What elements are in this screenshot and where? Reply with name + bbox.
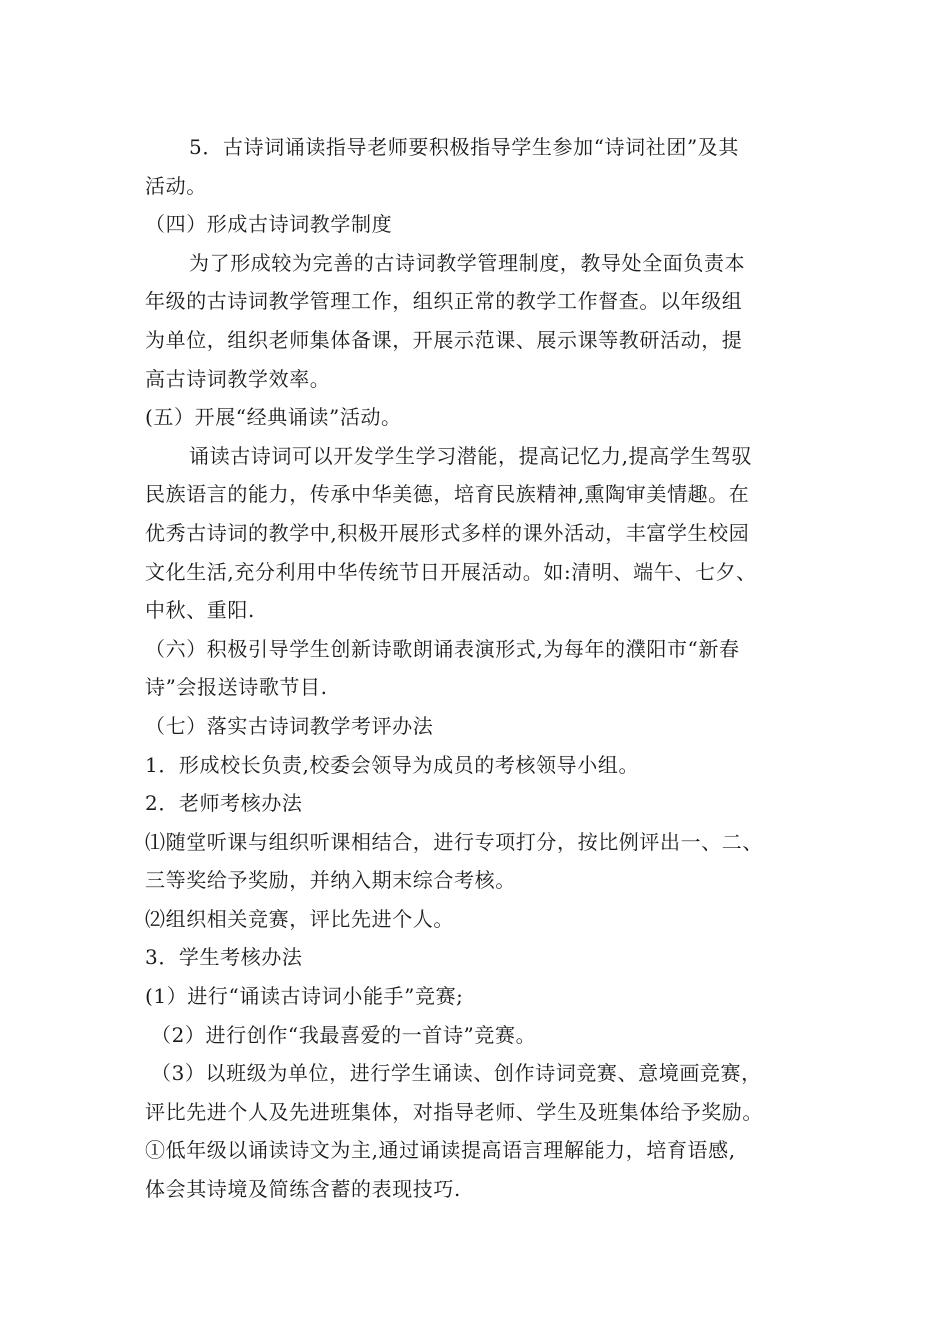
paragraph-line: 文化生活,充分利用中华传统节日开展活动。如:清明、端午、七夕、 [145, 559, 757, 584]
paragraph-line: 年级的古诗词教学管理工作，组织正常的教学工作督查。以年级组 [145, 289, 743, 314]
list-item: （2）进行创作“我最喜爱的一首诗”竞赛。 [151, 1022, 537, 1047]
paragraph-line: 中秋、重阳. [145, 598, 255, 623]
section-heading: (五）开展“经典诵读”活动。 [145, 405, 402, 430]
paragraph-line: 为了形成较为完善的古诗词教学管理制度，教导处全面负责本 [189, 250, 746, 275]
paragraph-line: 活动。 [145, 173, 207, 198]
list-item: 3．学生考核办法 [145, 945, 303, 970]
paragraph-line: 高古诗词教学效率。 [145, 366, 331, 391]
paragraph-line: 5．古诗词诵读指导老师要积极指导学生参加“诗词社团”及其 [189, 135, 739, 159]
paragraph-line: 评比先进个人及先进班集体，对指导老师、学生及班集体给予奖励。 [145, 1099, 763, 1124]
section-heading: （六）积极引导学生创新诗歌朗诵表演形式,为每年的濮阳市“新春 [145, 636, 740, 661]
paragraph-line: 优秀古诗词的教学中,积极开展形式多样的课外活动，丰富学生校园 [145, 520, 750, 545]
paragraph-line: 民族语言的能力，传承中华美德，培育民族精神,熏陶审美情趣。在 [145, 482, 750, 507]
list-item: ⑵组织相关竞赛，评比先进个人。 [145, 906, 454, 931]
list-item: 2．老师考核办法 [145, 791, 303, 816]
list-item: （3）以班级为单位，进行学生诵读、创作诗词竞赛、意境画竞赛， [151, 1061, 762, 1086]
list-item: ⑴随堂听课与组织听课相结合，进行专项打分，按比例评出一、二、 [145, 829, 763, 854]
document-body [145, 128, 820, 1209]
paragraph-line: 诵读古诗词可以开发学生学习潜能，提高记忆力,提高学生驾驭 [189, 443, 753, 468]
list-item: ①低年级以诵读诗文为主,通过诵读提高语言理解能力，培育语感, [145, 1138, 736, 1163]
paragraph-line: 三等奖给予奖励，并纳入期末综合考核。 [145, 868, 516, 893]
paragraph-line: 体会其诗境及简练含蓄的表现技巧. [145, 1177, 461, 1202]
paragraph-line: 为单位，组织老师集体备课，开展示范课、展示课等教研活动，提 [145, 327, 743, 352]
section-heading: （四）形成古诗词教学制度 [145, 212, 393, 237]
paragraph-line: 诗”会报送诗歌节目. [145, 675, 328, 700]
list-item: 1．形成校长负责,校委会领导为成员的考核领导小组。 [145, 752, 640, 777]
section-heading: （七）落实古诗词教学考评办法 [145, 713, 434, 738]
list-item: (1）进行“诵读古诗词小能手”竞赛; [145, 984, 464, 1009]
